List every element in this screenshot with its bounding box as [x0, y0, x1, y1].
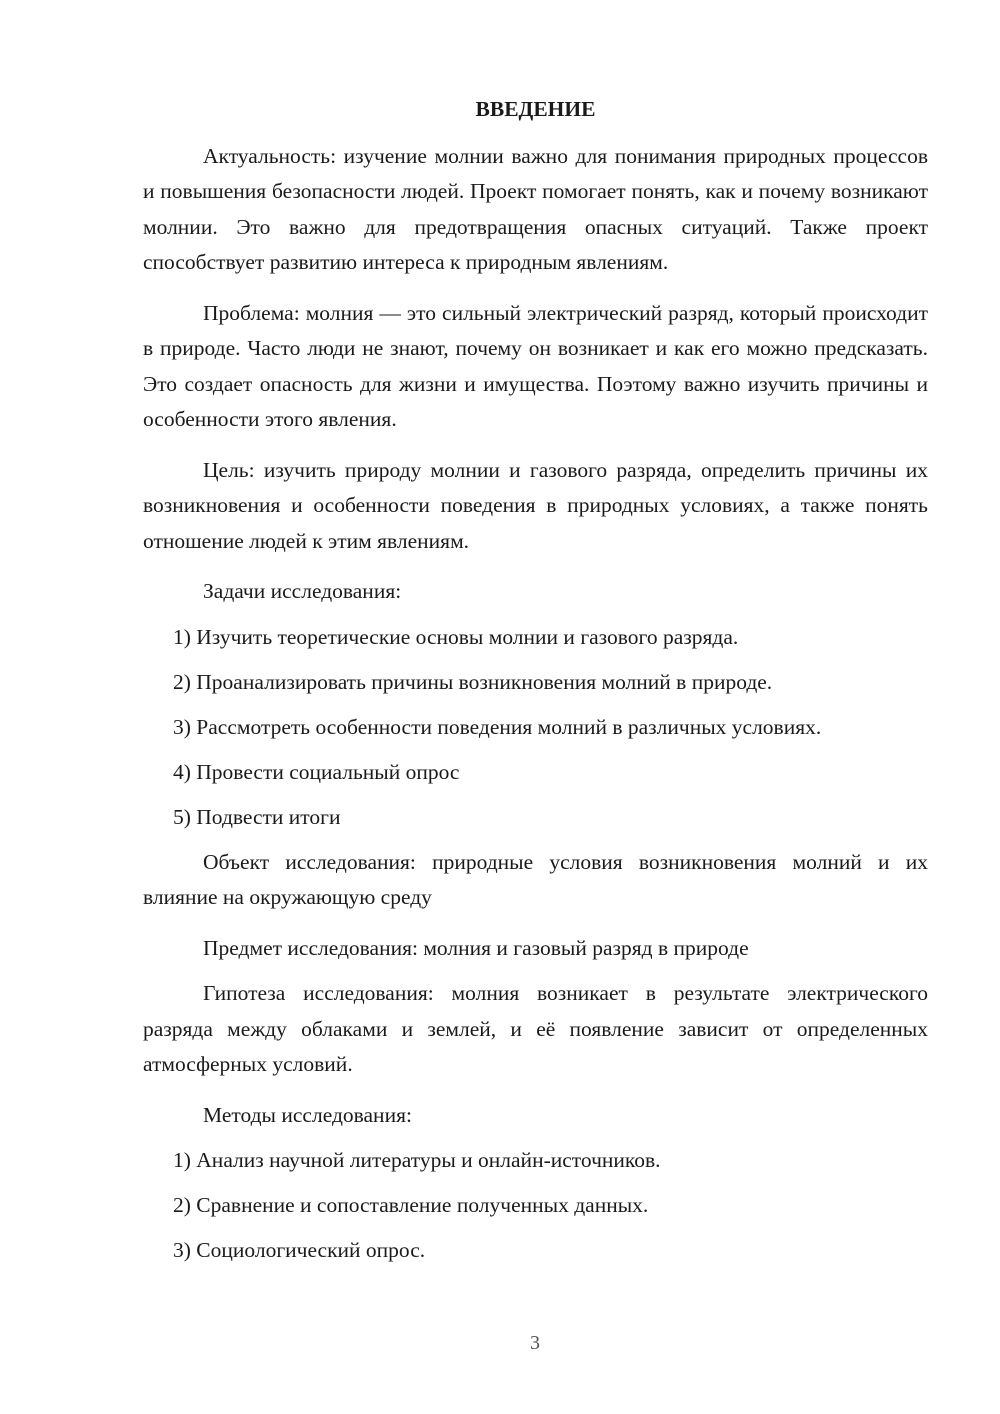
list-item: 5) Подвести итоги — [173, 804, 341, 829]
methods-list — [143, 1143, 928, 1269]
list-item: 2) Проанализировать причины возникновения молний в природе. — [173, 669, 773, 694]
tasks-list — [143, 620, 928, 836]
subject-paragraph: Предмет исследования: молния и газовый разряд в природе — [203, 935, 749, 960]
tasks-heading: Задачи исследования: — [203, 579, 402, 603]
goal-paragraph: Цель: изучить природу молнии и газового разряда, определить причины их возникновения и особенности поведения в природных условиях, а также понять отношение людей к этим явлениям. — [143, 457, 928, 553]
hypothesis-paragraph: Гипотеза исследования: молния возникает в результате электрического разряда между облаками и землей, и её появление зависит от определенных атмосферных условий. — [143, 981, 928, 1076]
page-number: 3 — [530, 1332, 540, 1354]
list-item: 1) Изучить теоретические основы молнии и газового разряда. — [173, 624, 739, 649]
relevance-paragraph: Актуальность: изучение молнии важно для понимания природных процессов и повышения безопасности людей. Проект помогает понять, как и почему возникают молнии. Это важно для предотвращения опасных ситуаций. Также проект способствует развитию интереса к природным явлениям. — [143, 143, 928, 274]
problem-paragraph: Проблема: молния — это сильный электрический разряд, который происходит в природе. Часто люди не знают, почему он возникает и как его можно предсказать. Это создает опасность для жизни и имущества. Поэтому важно изучить причины и особенности этого явления. — [143, 300, 928, 431]
object-paragraph: Объект исследования: природные условия возникновения молний и их влияние на окружающую среду — [143, 849, 928, 909]
document-page — [143, 92, 928, 1278]
methods-heading: Методы исследования: — [203, 1102, 412, 1127]
list-item: 3) Рассмотреть особенности поведения молний в различных условиях. — [173, 714, 822, 739]
page-title: ВВЕДЕНИЕ — [475, 97, 596, 121]
list-item: 1) Анализ научной литературы и онлайн-источников. — [173, 1148, 661, 1172]
list-item: 3) Социологический опрос. — [173, 1238, 426, 1262]
list-item: 2) Сравнение и сопоставление полученных данных. — [173, 1193, 649, 1217]
list-item: 4) Провести социальный опрос — [173, 759, 460, 784]
